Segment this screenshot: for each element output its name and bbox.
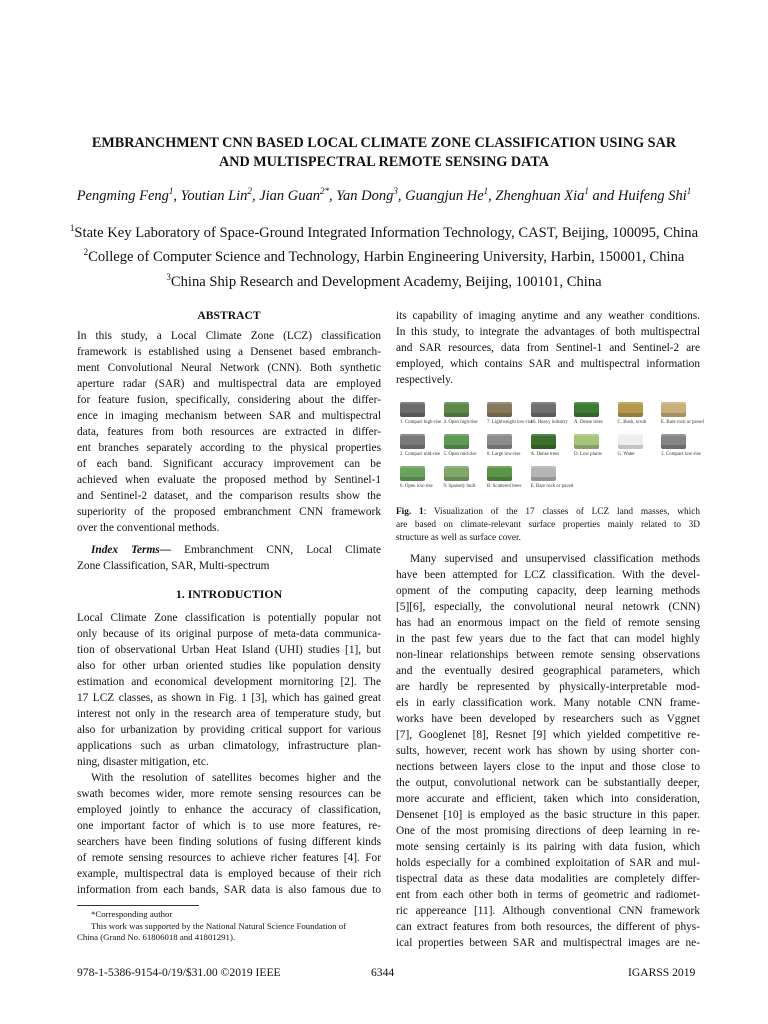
text-line: els in early classification work. Many notable CNN frame- [396, 697, 700, 709]
footer-conference: IGARSS 2019 [628, 966, 696, 979]
text-line [77, 558, 381, 574]
text-line: estimation and economical development mornitoring [2]. The [77, 676, 381, 688]
author-name: Youtian Lin [180, 187, 248, 204]
caption-text: structure as well as surface cover. [396, 533, 521, 543]
lcz-tile-image [487, 434, 512, 449]
author-list [40, 186, 728, 205]
affiliation [40, 243, 728, 267]
text-line: tion of observational Urban Heat Island (UHI) studies [1], but [77, 644, 381, 656]
author-separator: , [488, 187, 496, 204]
introduction-heading: 1. INTRODUCTION [175, 587, 283, 601]
index-terms [77, 542, 381, 574]
figure-caption [396, 506, 700, 545]
text-line: In this study, a Local Climate Zone (LCZ) classification [77, 330, 381, 342]
figure-lcz-classes [396, 400, 704, 500]
lcz-tile-label: 4. Open high-rise [443, 420, 478, 425]
lcz-tile-label: C. Bush, scrub [617, 420, 647, 425]
affiliation [40, 219, 728, 243]
text-line: [5][6], especially, the convolutional neural netowrk (CNN) [396, 601, 700, 613]
right-paragraph [396, 551, 700, 951]
affiliation-list [40, 219, 728, 292]
text-line: have been attempted for LCZ classification. With the devel- [396, 569, 700, 581]
lcz-tile-label: B. Scattered trees [487, 484, 522, 489]
author-name: Pengming Feng [76, 187, 169, 204]
author-name: Guangjun He [405, 187, 484, 204]
author-separator: , [173, 187, 181, 204]
author-name: Zhenghuan Xia [495, 187, 585, 204]
author-separator: and [588, 187, 618, 204]
text-line: in the past few years due to the fact that can model highly [396, 633, 700, 645]
affiliation [40, 268, 728, 292]
lcz-tile-image [531, 402, 556, 417]
text-line: China (Grand No. 61806018 and 41801291). [77, 932, 236, 943]
caption-line [396, 519, 700, 532]
lcz-tile-label: 1. Compact high-rise [400, 420, 442, 425]
lcz-tile-label: E. Bare rock or paved [530, 484, 574, 489]
text-line: interest not only in the research area of temperature study, but [77, 708, 381, 720]
left-column [77, 308, 381, 944]
text-line: ning, disaster mitigation, etc. [77, 756, 209, 768]
lcz-tile-label: 8. Large low-rise [487, 452, 521, 457]
text-line: employed, which contains SAR and multispectral information [396, 358, 700, 370]
title-line: AND MULTISPECTRAL REMOTE SENSING DATA [218, 154, 550, 170]
affiliation-text: State Key Laboratory of Space-Ground Integrated Information Technology, CAST, Beijing, 100095, China [74, 224, 699, 241]
text-line: One of the most promising directions of deep learning in re- [396, 825, 700, 837]
text-line: can extract features from both resources, the different of phys- [396, 921, 700, 933]
footnotes [77, 909, 381, 944]
lcz-tile-label: A. Dense trees [530, 452, 560, 457]
lcz-tile-label: G. Water [617, 452, 635, 457]
text-line: ment Convolutional Neural Network (CNN). Both synthetic [77, 362, 381, 374]
text-line: over the conventional methods. [77, 522, 220, 534]
text-line: swath becomes wider, more remote sensing resources can be [77, 788, 381, 800]
text-line: more accurate and efficient, taken which into consideration, [396, 793, 700, 805]
affiliation-mark: 2 [83, 247, 89, 258]
text-line: ric appereance [11]. Although conventional CNN framework [396, 905, 700, 917]
text-line: also for urbanization by providing critical support for various [77, 724, 381, 736]
text-line: Local Climate Zone classification is potentially popular not [77, 612, 381, 624]
text-line [77, 542, 381, 558]
author-affiliation-mark: 1 [168, 186, 174, 196]
lcz-tile-label: E. Bare rock or paved [661, 420, 704, 425]
text-line: [7], Googlenet [8], Resnet [9] which yielded competitive re- [396, 729, 700, 741]
text-line: framework is established using a Densenet based embranch- [77, 346, 381, 358]
text-line: ent from each other both in terms of geometric and radiomet- [396, 889, 700, 901]
text-line: the output, convolutional network can be substantially deeper, [396, 777, 700, 789]
lcz-tile-label: D. Low plants [574, 452, 602, 457]
text-line: holds especially for a combined exploitation of SAR and mul- [396, 857, 700, 869]
lcz-tile-image [531, 466, 556, 481]
lcz-tile-image [444, 402, 469, 417]
lcz-tile-image [574, 402, 599, 417]
footnote-rule [77, 905, 199, 906]
text-line: ent branches separately according to the physical properties [77, 442, 381, 454]
author-affiliation-mark: 1 [686, 186, 692, 196]
intro-paragraph-1 [77, 610, 381, 770]
text-line: achieved when evaluate the proposed method by Sentinel-1 [77, 474, 381, 486]
lcz-tile-image [400, 434, 425, 449]
text-line: opment of the computing capacity, deep learning methods [396, 585, 700, 597]
lcz-tile-label: 2. Compact mid-rise [400, 452, 441, 457]
caption-line [396, 532, 700, 545]
abstract-body [77, 328, 381, 536]
text-line: In this study, to integrate the advantages of both multispectral [396, 326, 700, 338]
text-line: 17 LCZ classes, as shown in Fig. 1 [3], which has gained great [77, 692, 381, 704]
text-line: are hardly be represented by physically-interpretable mod- [396, 681, 700, 693]
text-line: example, multispectral data is employed because of their rich [77, 868, 381, 880]
text-line: one important factor of which is to use more features, re- [77, 820, 381, 832]
affiliation-text: College of Computer Science and Technology, Harbin Engineering University, Harbin, 150001, China [88, 249, 685, 266]
lcz-tile-image [661, 402, 686, 417]
lcz-tile-image [531, 434, 556, 449]
text-line: sults, however, recent work has shown by using shorter con- [396, 745, 700, 757]
text-line: tispectral data as these data modalities are completely differ- [396, 873, 700, 885]
lcz-tile-image [444, 466, 469, 481]
text-line: its capability of imaging anytime and any weather conditions. [396, 310, 700, 322]
footnote-corresponding: *Corresponding author [91, 909, 173, 919]
lcz-tile-image [487, 402, 512, 417]
author-name: Huifeng Shi [617, 187, 687, 204]
affiliation-mark: 1 [69, 223, 75, 233]
text-line: only because of its original purpose of meta-data communica- [77, 628, 381, 640]
text-line: employed jointly to enhance the accuracy of classification, [77, 804, 381, 816]
lcz-tile-label: A. Dense trees [574, 420, 603, 425]
text-line: ical properties between SAR and multispectral images are ne- [396, 937, 700, 949]
index-terms-label: Index Terms— [91, 544, 172, 556]
caption-text: : Visualization of the 17 classes of LCZ land masses, which [423, 507, 700, 517]
lcz-tile-label: 7. Lightweight low-rise [487, 420, 534, 425]
text-line: of remote sensing resources to achieve richer features [4]. For [77, 852, 381, 864]
caption-text: are based on climate-relevant surface properties mainly related to 3D [396, 520, 700, 530]
abstract-heading: ABSTRACT [197, 309, 261, 322]
text-line: This work was supported by the National Natural Science Foundation of [91, 920, 347, 931]
author-separator: , [329, 187, 337, 204]
text-line: of each band. Significant accuracy improvement can be [77, 458, 381, 470]
text-line: ence in imaging mechanism between SAR and multispectral [77, 410, 381, 422]
text-line: mote sensing certainly is its pairing with data fusion, which [396, 841, 700, 853]
author-separator: , [251, 187, 260, 204]
text-line: nections between layers close to the input and those close to [396, 761, 700, 773]
author-affiliation-mark: 1 [483, 186, 489, 196]
text-line: With the resolution of satellites becomes higher and the [91, 772, 381, 784]
lcz-tile-image [618, 434, 643, 449]
footnote-funding [77, 921, 381, 944]
lcz-tile-label: 5. Open mid-rise [443, 452, 477, 457]
text-line: searchers have been finding solutions of fusing different kinds [77, 836, 381, 848]
footer-page-number: 6344 [371, 966, 395, 979]
text-line: Many supervised and unsupervised classification methods [410, 553, 700, 565]
lcz-tile-image [661, 434, 686, 449]
lcz-tile-image [574, 434, 599, 449]
lcz-tile-image [487, 466, 512, 481]
text-line: works have been developed by researchers such as Vggnet [396, 713, 700, 725]
author-affiliation-mark: 2 [247, 186, 252, 196]
text-line: data, features from both resources are extracted in differ- [77, 426, 381, 438]
lcz-tile-image [400, 466, 425, 481]
text-line: Densenet [10] is employed as the basic structure in this paper. [396, 809, 700, 821]
right-top-paragraph [396, 308, 700, 388]
text-line: information from each bands, SAR data is also famous due to [77, 884, 381, 896]
author-affiliation-mark: 1 [584, 186, 589, 196]
author-name: Jian Guan [259, 187, 320, 204]
author-name: Yan Dong [336, 187, 394, 204]
right-column [396, 308, 704, 951]
intro-paragraph-2 [77, 770, 381, 898]
caption-label: Fig. 1 [396, 507, 424, 517]
text-line: non-linear relationships between remote sensing observations [396, 649, 700, 661]
affiliation-text: China Ship Research and Development Academy, Beijing, 100101, China [170, 273, 602, 290]
text-line: respectively. [396, 374, 453, 386]
footer-isbn: 978-1-5386-9154-0/19/$31.00 ©2019 IEEE [77, 966, 281, 979]
text-line: applications such as urban climatology, infrastructure plan- [77, 740, 381, 752]
author-separator: , [397, 187, 406, 204]
caption-line [396, 506, 700, 519]
lcz-tile-label: 3. Compact low-rise [661, 452, 701, 457]
text-line: also for other urban oriented studies like population density [77, 660, 381, 672]
lcz-tile-label: 6. Open low-rise [400, 484, 433, 489]
title-line: EMBRANCHMENT CNN BASED LOCAL CLIMATE ZONE CLASSIFICATION USING SAR [91, 135, 677, 151]
text-line: and Sentinel-2 dataset, and the comparison results show the [77, 490, 381, 502]
affiliation-mark: 3 [166, 271, 171, 282]
text-line: for feature fusion, specifically, considering about the differ- [77, 394, 381, 406]
author-affiliation-mark: 3 [393, 186, 398, 196]
lcz-tile-image [400, 402, 425, 417]
index-terms-text: Zone Classification, SAR, Multi-spectrum [77, 560, 270, 572]
paper-title [40, 134, 728, 172]
lcz-tile-image [618, 402, 643, 417]
index-terms-text: Embranchment CNN, Local Climate [171, 544, 382, 556]
text-line: and SAR resources, data from Sentinel-1 and Sentinel-2 are [396, 342, 700, 354]
lcz-tile-image [444, 434, 469, 449]
text-line: has had an enormous impact on the field of remote sensing [396, 617, 700, 629]
lcz-tile-label: 10. Heavy industry [530, 420, 568, 425]
text-line: and the eventually desired geographical parameters, which [396, 665, 700, 677]
text-line: aperture radar (SAR) and multispectral data are employed [77, 378, 381, 390]
lcz-tile-label: 9. Sparsely built [443, 484, 476, 489]
author-affiliation-mark: 2* [320, 186, 329, 196]
text-line: superiority of the proposed embranchment CNN framework [77, 506, 381, 518]
